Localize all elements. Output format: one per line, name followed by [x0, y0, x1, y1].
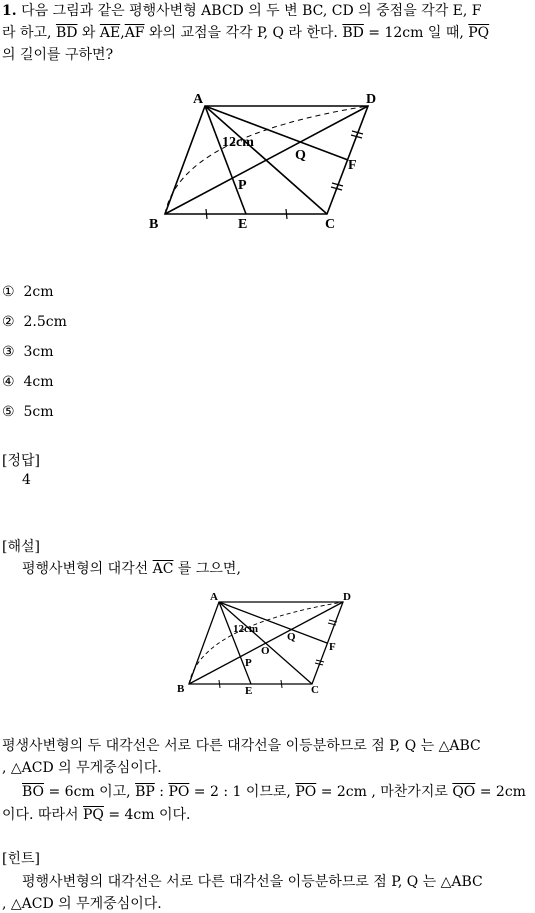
- choice-mark: ⑤: [2, 404, 15, 420]
- parallelogram-figure-2: [175, 588, 355, 700]
- label-c: C: [325, 217, 336, 232]
- answer-value: 4: [22, 472, 31, 488]
- segment-ac: $\overline{AC}$: [152, 561, 174, 577]
- label-c-2: C: [311, 684, 319, 696]
- solution-p2-text-a: = 6cm 이고,: [44, 784, 136, 800]
- solution-p3: [2, 804, 191, 824]
- label-a-2: A: [210, 591, 218, 603]
- segment-bp: $\overline{BP}$: [135, 784, 155, 800]
- segment-bd: $\overline{BD}$: [55, 25, 78, 41]
- choice-3[interactable]: [2, 344, 54, 360]
- solution-intro: [22, 558, 241, 578]
- segment-po: $\overline{PO}$: [168, 784, 190, 800]
- label-e-2: E: [245, 685, 253, 697]
- label-d: D: [366, 92, 377, 107]
- segment-pq: $\overline{PQ}$: [468, 25, 490, 41]
- question-number: 1.: [2, 3, 17, 19]
- segment-bo: $\overline{BO}$: [22, 784, 45, 800]
- question-line-2: [2, 22, 489, 42]
- segment-ae-line: [205, 106, 246, 214]
- question-text-2d: = 12cm 일 때,: [363, 25, 469, 41]
- solution-p2: [22, 781, 526, 801]
- segment-qo: $\overline{QO}$: [452, 784, 476, 800]
- label-o-2: O: [261, 645, 270, 657]
- solution-p2-text-d: = 2cm: [475, 784, 526, 800]
- label-f-2: F: [329, 641, 336, 653]
- label-e: E: [238, 217, 248, 232]
- label-q-2: Q: [287, 631, 296, 643]
- choice-mark: ①: [2, 284, 15, 300]
- label-a: A: [193, 92, 204, 107]
- solution-intro-text-a: 평행사변형의 대각선: [22, 561, 153, 577]
- parallelogram-figure: [140, 86, 380, 236]
- question-line-1: [2, 0, 482, 20]
- choice-mark: ③: [2, 344, 15, 360]
- choice-5[interactable]: [2, 404, 54, 420]
- segment-ae: $\overline{AE}$: [99, 25, 121, 41]
- hint-line2: , △ACD 의 무게중심이다.: [2, 896, 162, 912]
- solution-p1-line1: 평생사변형의 두 대각선은 서로 다른 대각선을 이등분하므로 점 P, Q 는 △ABC: [2, 738, 481, 754]
- hint-header: [힌트]: [2, 851, 40, 867]
- label-b-2: B: [177, 683, 185, 695]
- choice-2[interactable]: [2, 314, 67, 330]
- segment-po-2: $\overline{PO}$: [295, 784, 317, 800]
- label-p: P: [238, 178, 247, 193]
- diagonal-ac-2: [219, 602, 312, 684]
- label-12cm-2: 12cm: [233, 623, 259, 635]
- choice-text: 5cm: [23, 404, 54, 420]
- diagonal-ac: [205, 106, 327, 214]
- label-q: Q: [295, 148, 306, 163]
- choice-4[interactable]: [2, 374, 54, 390]
- question-text-2b: 와: [77, 25, 100, 41]
- solution-p2-colon: :: [154, 784, 169, 800]
- solution-p1-line2: , △ACD 의 무게중심이다.: [2, 760, 162, 776]
- solution-intro-text-b: 를 그으면,: [173, 561, 241, 577]
- question-text-2a: 라 하고,: [2, 25, 56, 41]
- choice-text: 3cm: [23, 344, 54, 360]
- solution-p3-text-b: = 4cm 이다.: [103, 807, 191, 823]
- label-d-2: D: [343, 591, 351, 603]
- hint-line1: 평행사변형의 대각선은 서로 다른 대각선을 이등분하므로 점 P, Q 는 △ABC: [22, 874, 483, 890]
- solution-p2-text-c: = 2cm , 마찬가지로: [316, 784, 453, 800]
- question-text-1: 다음 그림과 같은 평행사변형 ABCD 의 두 변 BC, CD 의 중점을 각각 E, F: [21, 3, 482, 19]
- choice-mark: ②: [2, 314, 15, 330]
- segment-ae-line-2: [219, 602, 251, 684]
- question-line-3: 의 길이를 구하면?: [2, 47, 114, 63]
- segment-af: $\overline{AF}$: [124, 25, 145, 41]
- solution-p2-text-b: = 2 : 1 이므로,: [189, 784, 296, 800]
- segment-bd-2: $\overline{BD}$: [342, 25, 364, 41]
- answer-header: [정답]: [2, 453, 40, 469]
- label-b: B: [149, 217, 159, 232]
- segment-pq-2: $\overline{PQ}$: [82, 807, 104, 823]
- label-12cm: 12cm: [222, 135, 254, 150]
- solution-p3-text-a: 이다. 따라서: [2, 807, 83, 823]
- choice-mark: ④: [2, 374, 15, 390]
- solution-header: [해설]: [2, 539, 40, 555]
- choice-1[interactable]: [2, 284, 54, 300]
- choice-text: 2.5cm: [23, 314, 67, 330]
- question-text-2c: 와의 교점을 각각 P, Q 라 한다.: [144, 25, 343, 41]
- comma: ,: [120, 25, 125, 41]
- label-p-2: P: [245, 657, 252, 669]
- choice-text: 4cm: [23, 374, 54, 390]
- choice-text: 2cm: [23, 284, 54, 300]
- label-f: F: [348, 158, 357, 173]
